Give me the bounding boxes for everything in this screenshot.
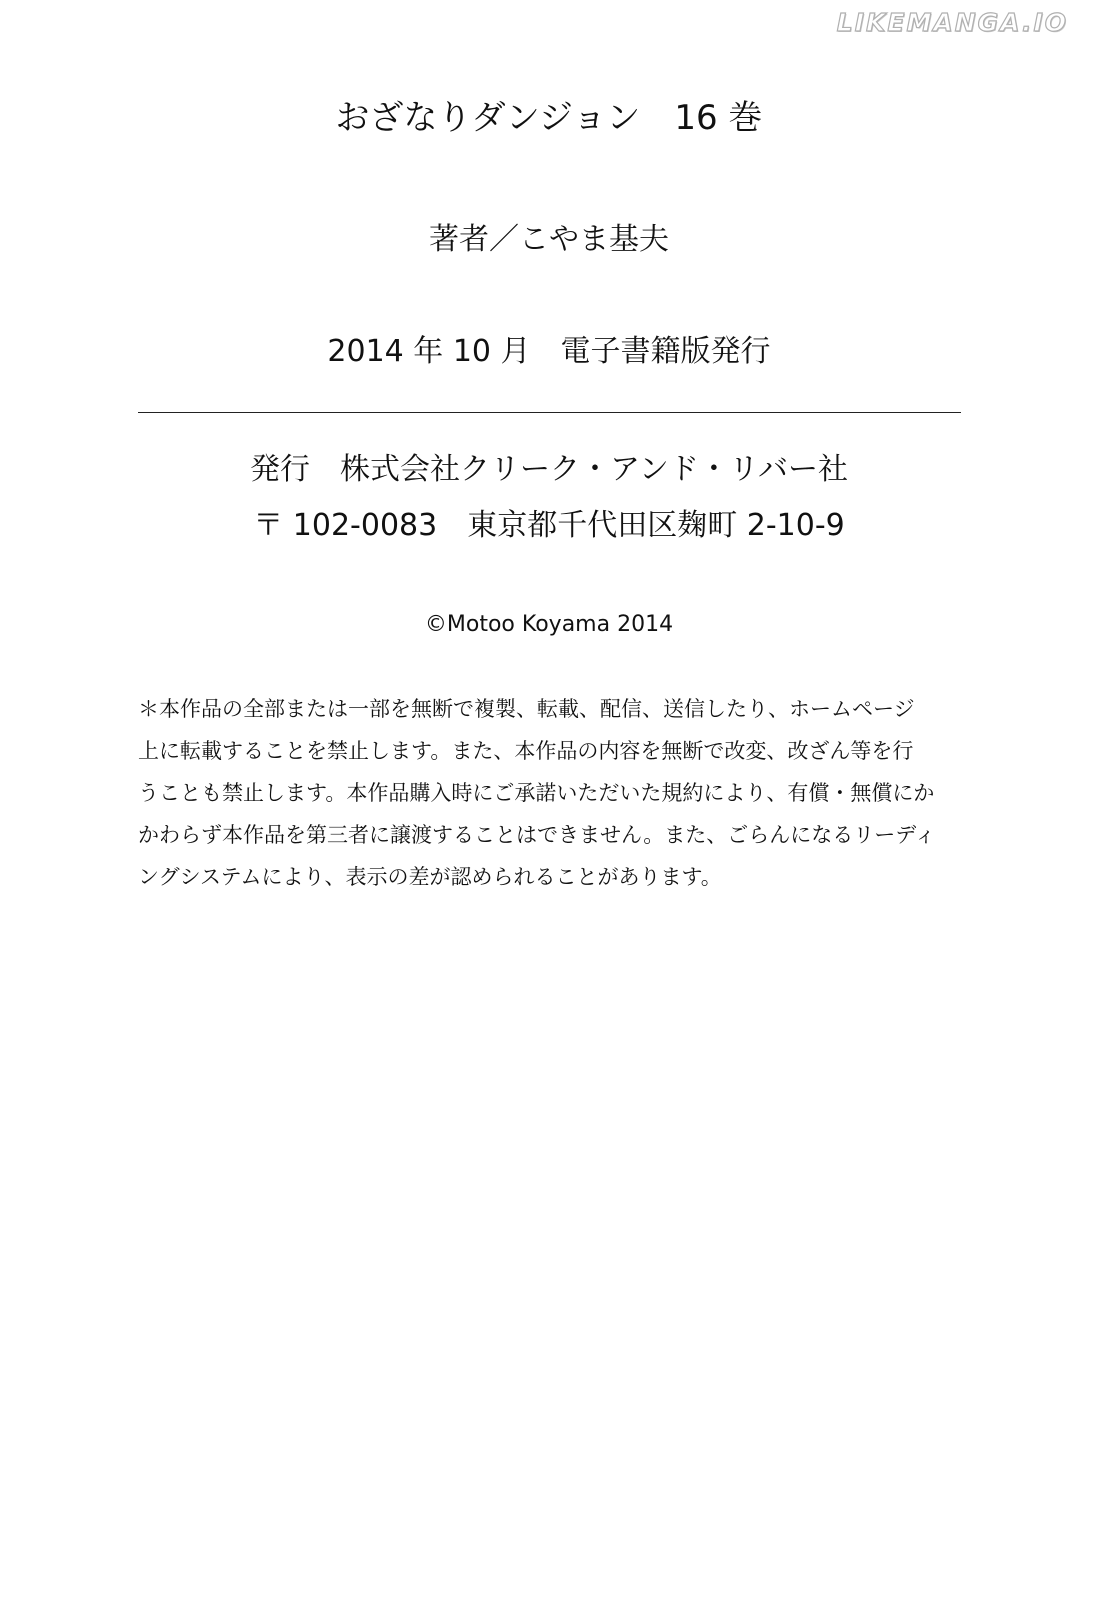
copyright-line: ©Motoo Koyama 2014 [424,612,674,637]
notice-line: かわらず本作品を第三者に譲渡することはできません。また、ごらんになるリーディ [138,823,936,847]
legal-notice [138,688,961,898]
publisher-line: 発行 株式会社クリーク・アンド・リバー社 [250,452,848,487]
notice-line: ングシステムにより、表示の差が認められることがあります。 [138,865,722,889]
author-line: 著者／こやま基夫 [429,222,669,257]
notice-line: うことも禁止します。本作品購入時にご承諾いただいた規約により、有償・無償にか [138,781,935,805]
divider-rule [138,412,961,413]
address-line: 〒 102-0083 東京都千代田区麹町 2-10-9 [253,508,845,543]
edition-line: 2014 年 10 月 電子書籍版発行 [327,334,771,369]
notice-line: 上に転載することを禁止します。また、本作品の内容を無断で改変、改ざん等を行 [138,739,914,763]
watermark-logo: LIKEMANGA.IO [836,8,1068,37]
notice-line: ＊本作品の全部または一部を無断で複製、転載、配信、送信したり、ホームページ [138,697,915,721]
book-title: おざなりダンジョン 16 巻 [335,98,763,138]
